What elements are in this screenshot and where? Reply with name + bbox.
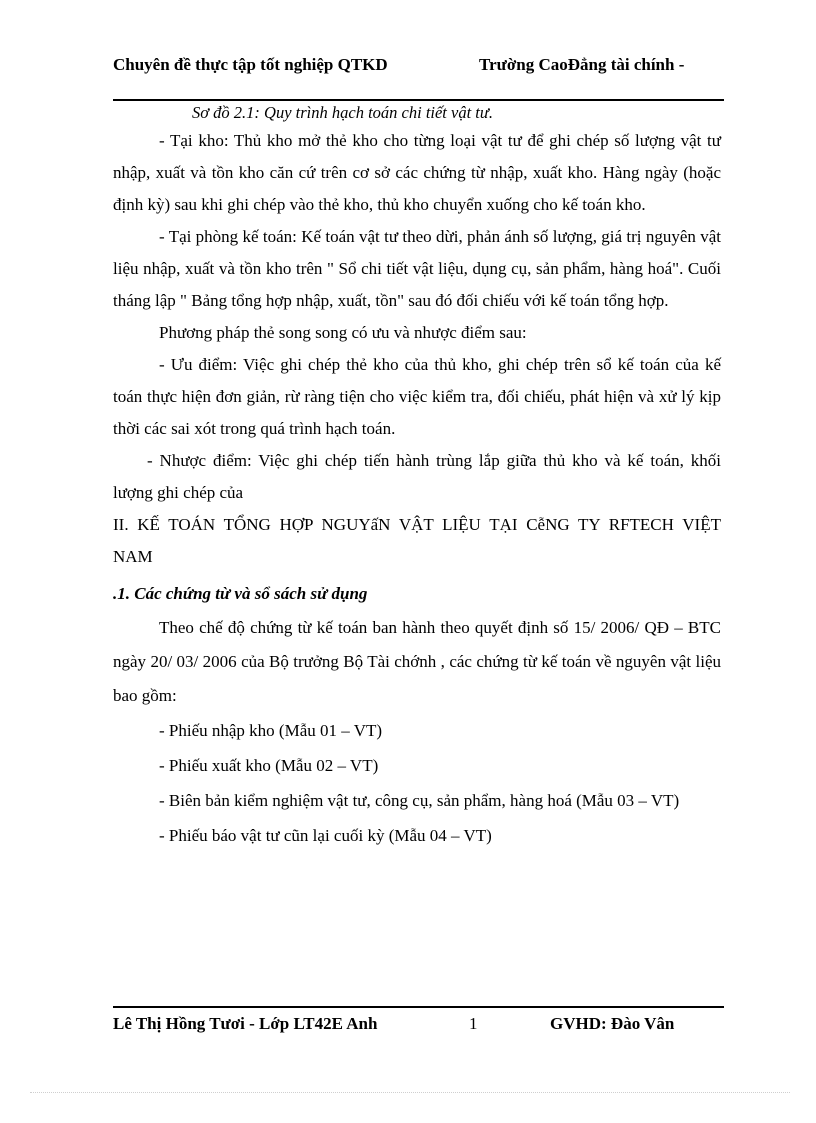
paragraph-regulation: Theo chế độ chứng từ kế toán ban hành theo quyết định số 15/ 2006/ QĐ – BTC ngày 20/ 03/ 2006 của Bộ trưởng Bộ Tài chớnh , các chứng từ kế toán về nguyên vật liệu bao gồm:: [113, 618, 721, 705]
subsection-heading: .1. Các chứng từ và sổ sách sử dụng: [113, 584, 368, 603]
section-heading-line2: NAM: [113, 547, 153, 566]
page-number: 1: [469, 1014, 478, 1033]
footer-author: Lê Thị Hồng Tươi - Lớp LT42E Anh: [113, 1014, 378, 1033]
list-item: - Phiếu xuất kho (Mẫu 02 – VT): [159, 756, 379, 775]
footer-supervisor: GVHD: Đào Vân: [550, 1014, 675, 1033]
list-item: - Phiếu báo vật tư cũn lại cuối kỳ (Mẫu 04 – VT): [159, 826, 492, 845]
paragraph-warehouse: - Tại kho: Thủ kho mở thẻ kho cho từng loại vật tư để ghi chép số lượng vật tư nhập, xuất và tồn kho căn cứ trên cơ sở các chứng từ nhập, xuất kho. Hàng ngày (hoặc định kỳ) sau khi ghi chép vào thẻ kho, thủ kho chuyển xuống cho kế toán kho.: [113, 131, 721, 214]
page-body: [113, 101, 721, 853]
list-item: - Phiếu nhập kho (Mẫu 01 – VT): [159, 721, 383, 740]
header-left-title: Chuyên đề thực tập tốt nghiệp QTKD: [113, 55, 388, 74]
header-right-title: Trường CaoĐẳng tài chính -: [479, 55, 685, 74]
section-heading-line1: II. KẾ TOÁN TỔNG HỢP NGUYấN VẬT LIỆU TẠI CễNG TY RFTECH VIỆT: [113, 515, 721, 534]
footer-divider: [113, 1006, 724, 1008]
list-item: - Biên bản kiểm nghiệm vật tư, công cụ, sản phẩm, hàng hoá (Mẫu 03 – VT): [159, 791, 680, 810]
paragraph-accounting-room: - Tại phòng kế toán: Kế toán vật tư theo dừi, phản ánh số lượng, giá trị nguyên vật liệu nhập, xuất và tồn kho trên " Sổ chi tiết vật liệu, dụng cụ, sản phẩm, hàng hoá". Cuối tháng lập " Bảng tổng hợp nhập, xuất, tồn" sau đó đối chiếu với kế toán tổng hợp.: [113, 227, 721, 310]
paragraph-advantages: - Ưu điểm: Việc ghi chép thẻ kho của thủ kho, ghi chép trên sổ kế toán của kế toán thực hiện đơn giản, rừ ràng tiện cho việc kiểm tra, đối chiếu, phát hiện và xử lý kịp thời các sai xót trong quá trình hạch toán.: [113, 355, 721, 438]
paragraph-disadvantages: - Nhược điểm: Việc ghi chép tiến hành trùng lắp giữa thủ kho và kế toán, khối lượng ghi chép của: [113, 451, 721, 502]
figure-caption: Sơ đồ 2.1: Quy trình hạch toán chi tiết vật tư.: [192, 103, 494, 122]
paragraph-method-intro: Phương pháp thẻ song song có ưu và nhược điểm sau:: [159, 323, 527, 342]
page-bottom-dotted-rule: [30, 1092, 790, 1093]
